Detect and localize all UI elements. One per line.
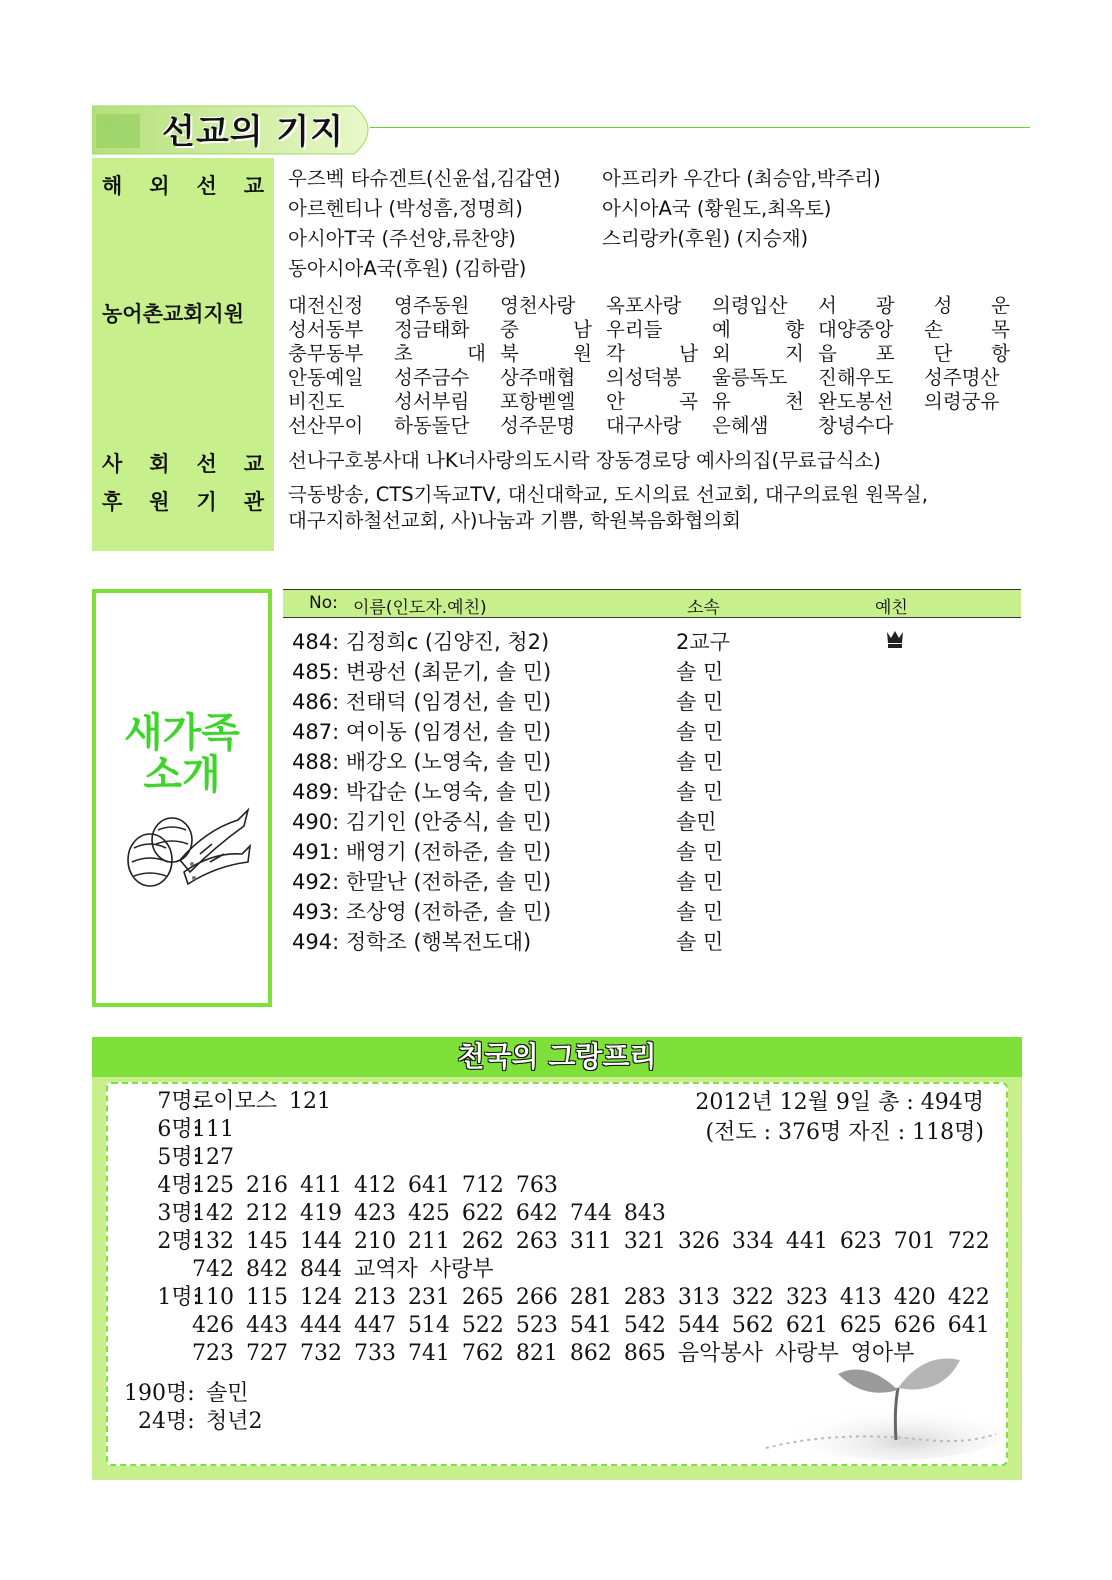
- church: 대구사랑: [606, 414, 682, 437]
- count-label: 3명:: [157, 1201, 200, 1226]
- church-char: 남: [573, 318, 592, 341]
- new-family-table-header: [283, 589, 1021, 618]
- church-char: 안: [606, 390, 625, 413]
- label-overseas: [92, 170, 274, 200]
- new-family-panel: [92, 589, 272, 1007]
- church: 창녕수다: [818, 414, 894, 437]
- member-affil: 솔 민: [676, 870, 724, 894]
- member-name: 493: 조상영 (전하준, 솔 민): [292, 900, 552, 924]
- church-char: 단: [933, 342, 953, 365]
- member-affil: 솔 민: [676, 660, 724, 684]
- grid-row: [288, 366, 1030, 390]
- church-char: 성: [933, 294, 953, 317]
- col-name: 이름(인도자.예친): [353, 598, 487, 618]
- label-social: [92, 448, 274, 478]
- church: 울릉독도: [712, 366, 788, 389]
- label-char: 사: [102, 452, 123, 476]
- church-char: 천: [785, 390, 804, 413]
- evangelism-breakdown: (전도 : 376명 자진 : 118명): [705, 1120, 984, 1145]
- church: 성주문명: [500, 414, 576, 437]
- count-label: 7명:: [157, 1089, 200, 1114]
- title-line: 소개: [143, 752, 221, 798]
- social-mission-text: 선나구호봉사대 나K너사랑의도시락 장동경로당 예사의집(무료급식소): [288, 449, 881, 472]
- church: 성서동부: [288, 318, 364, 341]
- count-label: 5명:: [157, 1145, 200, 1170]
- count-values: 132 145 144 210 211 262 263 311 321 326 334 441 623 701 722: [192, 1229, 990, 1254]
- church-char: 포: [875, 342, 895, 365]
- member-name: 486: 전태덕 (임경선, 솔 민): [292, 690, 552, 714]
- church-char: 중: [500, 318, 519, 341]
- crown-icon: [884, 628, 906, 650]
- col-yechin: 예친: [875, 598, 908, 618]
- church-char: 서: [818, 294, 837, 317]
- sponsor-line: 극동방송, CTS기독교TV, 대신대학교, 도시의료 선교회, 대구의료원 원목실,: [288, 483, 928, 506]
- church-char: 초: [394, 342, 413, 365]
- label-char: 기: [196, 490, 217, 514]
- label-char: 관: [243, 490, 264, 514]
- overseas-item: 동아시아A국(후원) (김하람): [288, 257, 527, 280]
- church: 영주동원: [394, 294, 470, 317]
- count-values: 로이모스 121: [192, 1089, 331, 1114]
- church: [712, 318, 818, 342]
- count-values: 127: [192, 1145, 234, 1170]
- church: [394, 342, 500, 366]
- church: 하동돌단: [394, 414, 470, 437]
- church: [606, 342, 712, 366]
- grid-row: [288, 318, 1030, 342]
- extra-count-label: 190명:: [124, 1381, 195, 1406]
- member-affil: 솔 민: [676, 750, 724, 774]
- bread-fish-illustration: [120, 800, 252, 892]
- grandprix-summary: [695, 1088, 984, 1148]
- member-name: 487: 여이동 (임경선, 솔 민): [292, 720, 552, 744]
- grid-row: [288, 390, 1030, 414]
- member-name: 490: 김기인 (안중식, 솔 민): [292, 810, 552, 834]
- member-affil: 솔 민: [676, 930, 724, 954]
- church: 비진도: [288, 390, 345, 413]
- church: 의령입산: [712, 294, 788, 317]
- member-name: 491: 배영기 (전하준, 솔 민): [292, 840, 552, 864]
- church: [606, 390, 712, 414]
- extra-count-label: 24명:: [138, 1409, 195, 1434]
- count-values: 142 212 419 423 425 622 642 744 843: [192, 1201, 666, 1226]
- church-char: 항: [991, 342, 1010, 365]
- col-affil: 소속: [687, 598, 720, 618]
- date-total: 2012년 12월 9일 총 : 494명: [695, 1090, 984, 1115]
- church: [712, 390, 818, 414]
- label-sponsor: [92, 486, 274, 516]
- count-values: 742 842 844 교역자 사랑부: [192, 1257, 494, 1282]
- grandprix-title: 천국의 그랑프리: [457, 1040, 657, 1073]
- church: 옥포사랑: [606, 294, 682, 317]
- church-char: 읍: [818, 342, 837, 365]
- church: 대전신정: [288, 294, 364, 317]
- church: 상주매협: [500, 366, 576, 389]
- count-label: 2명:: [157, 1229, 200, 1254]
- member-affil: 솔 민: [676, 690, 724, 714]
- church: 선산무이: [288, 414, 364, 437]
- new-family-title: [96, 712, 268, 796]
- label-char: 교: [243, 174, 264, 198]
- member-name: 488: 배강오 (노영숙, 솔 민): [292, 750, 552, 774]
- rural-church-grid: [288, 294, 1030, 438]
- church: 영천사랑: [500, 294, 576, 317]
- church-char: 예: [712, 318, 731, 341]
- church-char: 북: [500, 342, 519, 365]
- church: [500, 318, 606, 342]
- label-char: 선: [196, 452, 217, 476]
- member-affil: 2교구: [676, 630, 730, 654]
- church: 성주금수: [394, 366, 470, 389]
- church-char: 곡: [679, 390, 698, 413]
- church-char: 향: [785, 318, 804, 341]
- church: [712, 342, 818, 366]
- church: 진해우도: [818, 366, 894, 389]
- label-rural: 농어촌교회지원: [102, 302, 245, 326]
- church: 의령궁유: [924, 390, 1000, 413]
- overseas-item: 아시아A국 (황원도,최옥토): [602, 197, 832, 220]
- member-name: 484: 김정희c (김양진, 청2): [292, 630, 550, 654]
- grid-row: [288, 414, 1030, 438]
- count-values: 426 443 444 447 514 522 523 541 542 544 562 621 625 626 641: [192, 1313, 990, 1338]
- header-rule: [370, 127, 1030, 128]
- church: 충무동부: [288, 342, 364, 365]
- church-char: 목: [991, 318, 1010, 341]
- church-char: 원: [573, 342, 592, 365]
- label-char: 교: [243, 452, 264, 476]
- member-name: 494: 정학조 (행복전도대): [292, 930, 532, 954]
- grid-row: [288, 294, 1030, 318]
- overseas-item: 우즈벡 타슈겐트(신윤섭,김갑연): [288, 167, 561, 190]
- church-char: 운: [991, 294, 1010, 317]
- member-affil: 솔민: [676, 810, 717, 834]
- church-char: 외: [712, 342, 731, 365]
- col-no: No:: [309, 593, 338, 613]
- grid-row: [288, 342, 1030, 366]
- church: 우리들: [606, 318, 663, 341]
- church-char: 대: [467, 342, 486, 365]
- member-affil: 솔 민: [676, 900, 724, 924]
- member-affil: 솔 민: [676, 780, 724, 804]
- overseas-item: 스리랑카(후원) (지승재): [602, 227, 809, 250]
- overseas-item: 아프리카 우간다 (최승암,박주리): [602, 167, 881, 190]
- sponsor-line: 대구지하철선교회, 사)나눔과 기쁨, 학원복음화협의회: [288, 509, 742, 532]
- extra-count-value: 솔민: [206, 1381, 249, 1406]
- church: 대양중앙: [818, 318, 894, 341]
- member-name: 492: 한말난 (전하준, 솔 민): [292, 870, 552, 894]
- count-values: 111: [192, 1117, 234, 1142]
- church-char: 유: [712, 390, 731, 413]
- category-label-column: [92, 158, 274, 551]
- section-title: 선교의 기지: [162, 112, 345, 152]
- church-char: 손: [924, 318, 943, 341]
- church: 완도봉선: [818, 390, 894, 413]
- church: 은혜샘: [712, 414, 769, 437]
- member-name: 489: 박갑순 (노영숙, 솔 민): [292, 780, 552, 804]
- church-char: 남: [679, 342, 698, 365]
- count-label: 4명:: [157, 1173, 200, 1198]
- label-char: 선: [196, 174, 217, 198]
- label-char: 해: [102, 174, 123, 198]
- overseas-item: 아르헨티나 (박성흠,정명희): [288, 197, 523, 220]
- label-char: 외: [149, 174, 170, 198]
- church: 안동예일: [288, 366, 364, 389]
- extra-count-value: 청년2: [206, 1409, 263, 1434]
- label-char: 회: [149, 452, 170, 476]
- count-values: 723 727 732 733 741 762 821 862 865 음악봉사 사랑부 영아부: [192, 1341, 915, 1366]
- overseas-item: 아시아T국 (주선양,류찬양): [288, 227, 516, 250]
- member-affil: 솔 민: [676, 720, 724, 744]
- count-label: 6명:: [157, 1117, 200, 1142]
- church: [818, 294, 1010, 318]
- label-char: 원: [149, 490, 170, 514]
- count-values: 110 115 124 213 231 265 266 281 283 313 322 323 413 420 422: [192, 1285, 990, 1310]
- church-char: 광: [875, 294, 895, 317]
- member-affil: 솔 민: [676, 840, 724, 864]
- church: 성주명산: [924, 366, 1000, 389]
- church: 의성덕봉: [606, 366, 682, 389]
- church: 포항벧엘: [500, 390, 576, 413]
- church: 성서부림: [394, 390, 470, 413]
- church: [924, 318, 1010, 342]
- count-values: 125 216 411 412 641 712 763: [192, 1173, 558, 1198]
- count-label: 1명:: [157, 1285, 200, 1310]
- label-char: 후: [102, 490, 123, 514]
- church-char: 지: [785, 342, 804, 365]
- member-name: 485: 변광선 (최문기, 솔 민): [292, 660, 552, 684]
- title-line: 새가족: [124, 710, 240, 756]
- church: [818, 342, 1010, 366]
- church-char: 각: [606, 342, 625, 365]
- church: 정금태화: [394, 318, 470, 341]
- church: [500, 342, 606, 366]
